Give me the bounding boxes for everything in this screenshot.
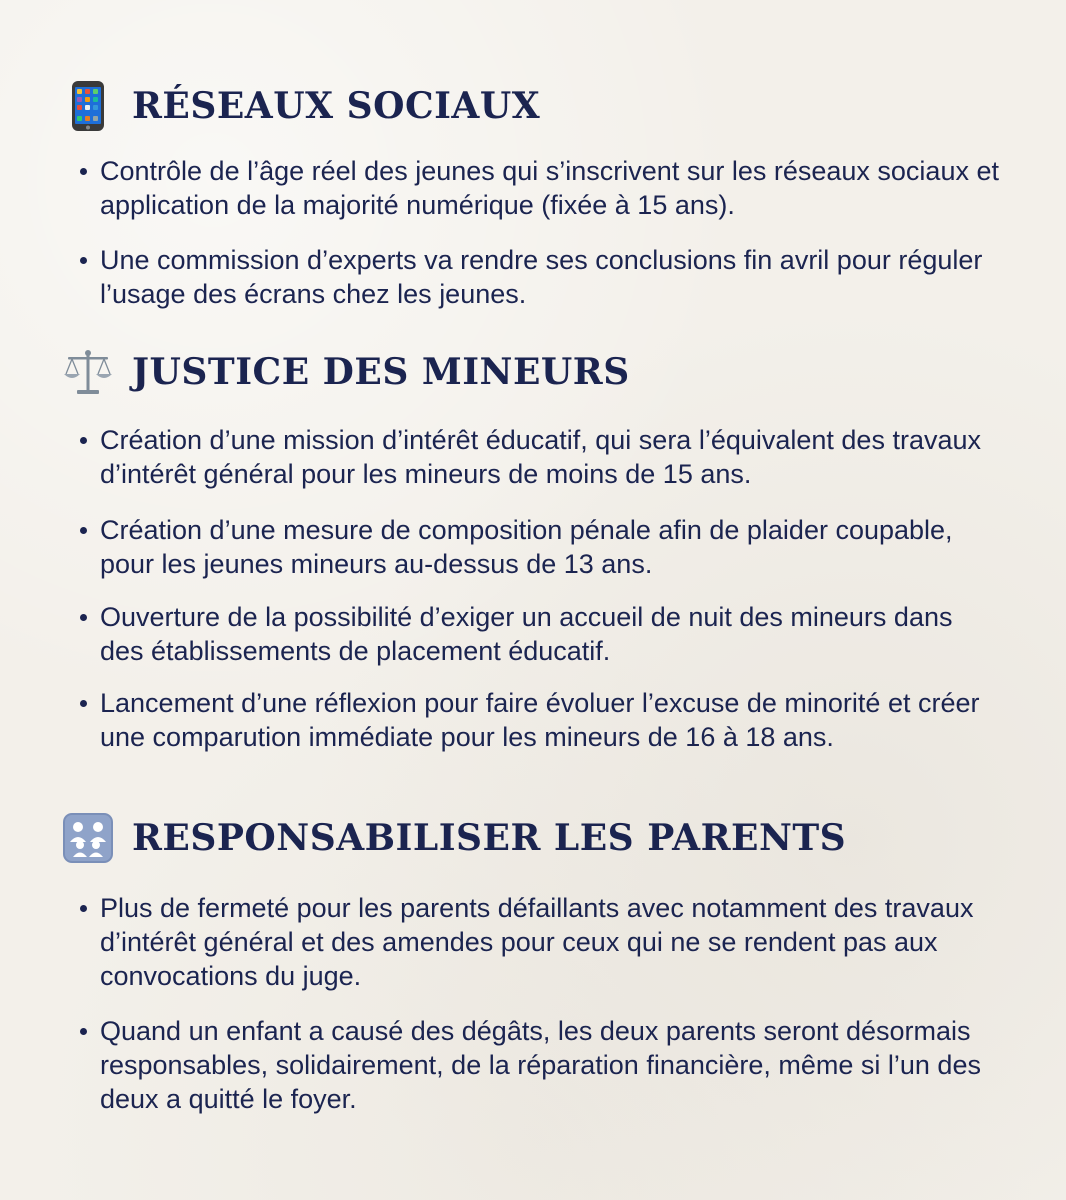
section-title: RESPONSABILISER LES PARENTS (132, 817, 847, 859)
section-title: RÉSEAUX SOCIAUX (132, 85, 541, 127)
bullet-item: Création d’une mesure de composition pénale afin de plaider coupable, pour les jeunes mineurs au-dessus de 13 ans. (100, 513, 1000, 581)
balance-scale-icon (62, 346, 114, 398)
bullet-item: Une commission d’experts va rendre ses conclusions fin avril pour réguler l’usage des écrans chez les jeunes. (100, 243, 1000, 311)
bullet-item: Plus de fermeté pour les parents défaillants avec notamment des travaux d’intérêt général et des amendes pour ceux qui ne se rendent pas aux convocations du juge. (100, 891, 1000, 993)
bullet-item: Création d’une mission d’intérêt éducatif, qui sera l’équivalent des travaux d’intérêt général pour les mineurs de moins de 15 ans. (100, 423, 1000, 491)
section-heading-responsabiliser-les-parents (62, 810, 846, 866)
section-title: JUSTICE DES MINEURS (132, 351, 630, 393)
bullet-item: Lancement d’une réflexion pour faire évoluer l’excuse de minorité et créer une comparution immédiate pour les mineurs de 16 à 18 ans. (100, 686, 1000, 754)
section-heading-justice-des-mineurs (62, 344, 630, 400)
bullet-item: Quand un enfant a causé des dégâts, les deux parents seront désormais responsables, solidairement, de la réparation financière, même si l’un des deux a quitté le foyer. (100, 1014, 1000, 1116)
family-icon (62, 812, 114, 864)
bullet-item: Ouverture de la possibilité d’exiger un accueil de nuit des mineurs dans des établissements de placement éducatif. (100, 600, 1000, 668)
mobile-phone-icon (62, 80, 114, 132)
bullet-item: Contrôle de l’âge réel des jeunes qui s’inscrivent sur les réseaux sociaux et application de la majorité numérique (fixée à 15 ans). (100, 156, 999, 220)
section-heading-reseaux-sociaux (62, 78, 540, 134)
